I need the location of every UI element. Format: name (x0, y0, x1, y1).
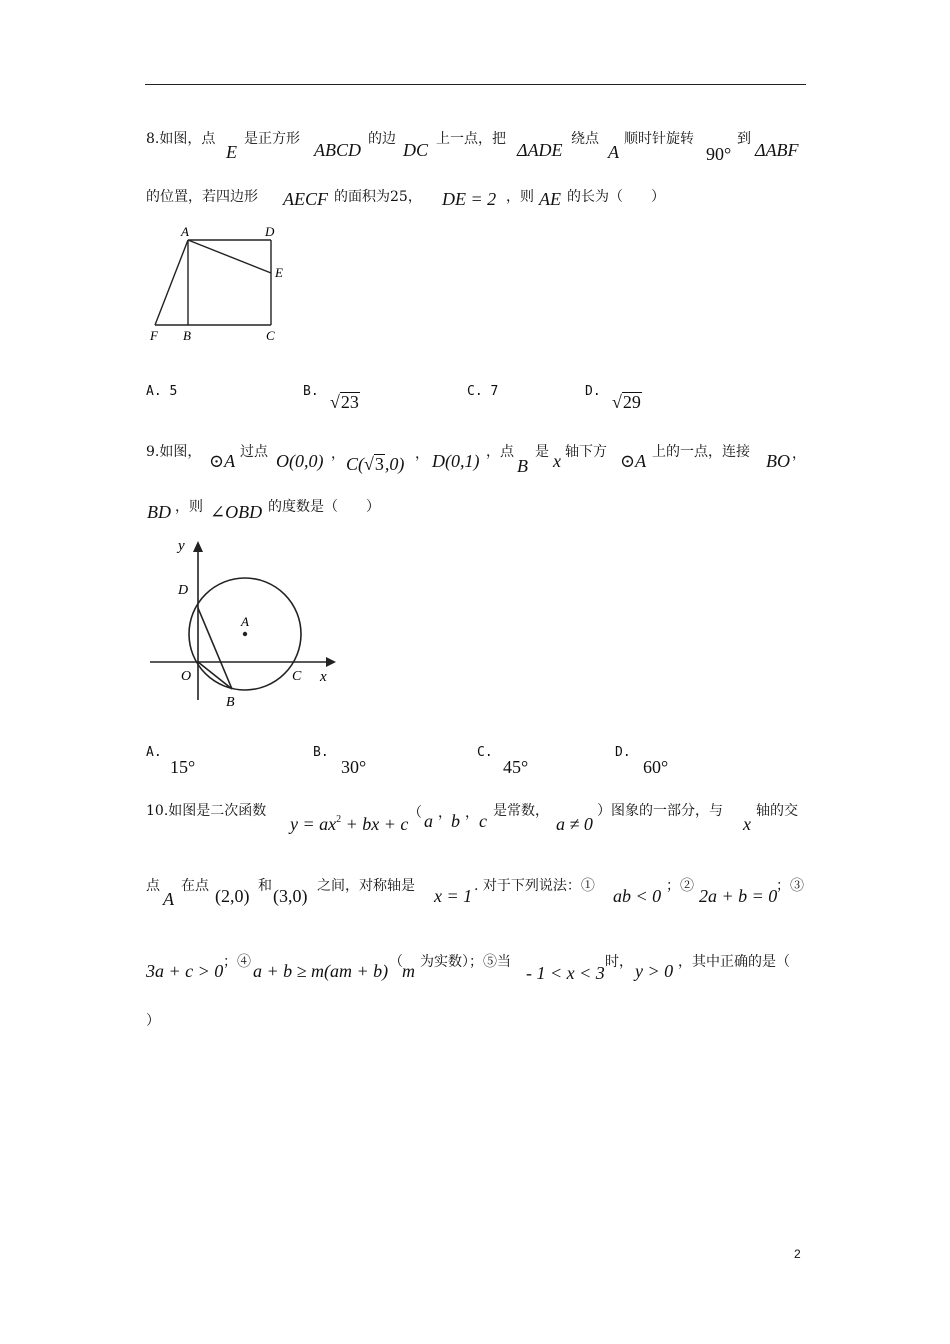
q8-text: 的长为（ ） (567, 189, 665, 205)
q8-option-a: A. 5 (146, 384, 178, 399)
q8-math: AE (539, 189, 561, 209)
figure-label: C (292, 669, 302, 684)
q9-text: 轴下方 (565, 444, 607, 460)
q10-math: x (743, 814, 751, 834)
q8-option-d-value: √29 (612, 392, 641, 412)
q9-text: ，则 (175, 499, 203, 515)
q10-math: b (451, 811, 460, 831)
figure-label: C (266, 328, 275, 343)
figure-label: A (181, 224, 189, 239)
q8-text: 是正方形 (244, 131, 300, 147)
q9-option-c-value: 45° (503, 757, 529, 777)
q8-math: ABCD (314, 140, 361, 160)
q8-option-d: D. (585, 384, 601, 399)
q10-math: 3a + c > 0 (146, 961, 224, 981)
q8-text: 8.如图，点 (146, 131, 216, 147)
q9-math: ⊙A (620, 451, 647, 471)
q9-text: 过点 (240, 444, 268, 460)
q10-text: 和 (258, 878, 272, 894)
q8-text: ，则 (506, 189, 534, 205)
q8-math: DE = 2 (442, 189, 497, 209)
q9-math: ∠OBD (210, 502, 263, 522)
q8-text: 的边 (368, 131, 396, 147)
q9-math: O(0,0) (276, 451, 324, 471)
q10-text: . 对于下列说法：① (474, 878, 595, 894)
q10-math: (2,0) (215, 886, 250, 906)
q9-math: BD (147, 502, 171, 522)
figure-label: x (320, 669, 327, 685)
q10-math: - 1 < x < 3 (526, 963, 605, 983)
q8-option-c: C. 7 (467, 384, 499, 399)
q10-math: a (424, 811, 433, 831)
q8-text: 的面积为25， (334, 189, 422, 205)
figure-label: D (265, 224, 275, 239)
q10-text: ， (438, 805, 452, 821)
figure-label: O (181, 669, 192, 684)
page-number: 2 (794, 1247, 801, 1261)
q10-math: (3,0) (273, 886, 308, 906)
q10-text: 时， (605, 954, 633, 970)
q8-math: ΔABF (755, 140, 799, 160)
q10-text: ；② (666, 878, 694, 894)
q10-text: （ (408, 805, 422, 821)
q9-text: ， (331, 446, 345, 462)
q10-math: ab < 0 (613, 886, 662, 906)
q8-text: 绕点 (571, 131, 599, 147)
q8-figure (145, 222, 295, 342)
q10-text: ；④ (223, 954, 251, 970)
q8-text: 的位置，若四边形 (146, 189, 258, 205)
figure-label: B (226, 695, 235, 710)
q10-math: A (163, 889, 174, 909)
q10-math: a ≠ 0 (556, 814, 593, 834)
q9-option-b: B. (313, 745, 329, 760)
q9-math: x (553, 451, 561, 471)
q8-math: ΔADE (517, 140, 563, 160)
q9-math: BO (766, 451, 790, 471)
q8-math: A (608, 142, 619, 162)
q10-text: 是常数， (493, 803, 549, 819)
q8-math: 90° (706, 144, 732, 164)
q10-math: x = 1 (434, 886, 473, 906)
q9-math: C(√3,0) (346, 454, 405, 474)
figure-label: A (241, 614, 249, 629)
q9-option-a-value: 15° (170, 757, 196, 777)
q9-option-b-value: 30° (341, 757, 367, 777)
q10-text: ，其中正确的是（ (678, 954, 790, 970)
q10-text: 点 (146, 878, 160, 894)
figure-label: B (183, 328, 191, 343)
header-rule (145, 84, 806, 85)
figure-label: F (150, 328, 158, 343)
q10-text: 为实数）；⑤当 (420, 954, 511, 970)
q9-text: 9.如图， (146, 444, 202, 460)
figure-label: y (178, 538, 185, 554)
q9-text: ， (792, 446, 806, 462)
q9-text: 的度数是（ ） (268, 499, 380, 515)
q9-text: ， (415, 446, 429, 462)
q10-math: c (479, 811, 487, 831)
q10-text: 10.如图是二次函数 (146, 803, 267, 819)
q8-text: 到 (737, 131, 751, 147)
q10-text: 之间，对称轴是 (317, 878, 415, 894)
q9-math: ⊙A (209, 451, 236, 471)
q10-text: ）图象的一部分，与 (597, 803, 723, 819)
q10-text: ；③ (776, 878, 804, 894)
q9-text: 上的一点，连接 (652, 444, 750, 460)
q9-option-c: C. (477, 745, 493, 760)
q9-option-a: A. (146, 745, 162, 760)
q9-figure (148, 538, 338, 708)
q10-text: 在点 (181, 878, 209, 894)
q9-math: D(0,1) (432, 451, 480, 471)
q9-text: 是 (535, 444, 549, 460)
q8-math: E (226, 142, 237, 162)
q8-math: AECF (283, 189, 328, 209)
q10-text: （ (389, 954, 403, 970)
q8-text: 顺时针旋转 (624, 131, 694, 147)
q9-math: B (517, 456, 528, 476)
q10-math: y > 0 (635, 961, 674, 981)
q9-text: ，点 (486, 444, 514, 460)
figure-label: E (275, 265, 283, 280)
q10-text: 轴的交 (756, 803, 798, 819)
q8-option-b-value: √23 (330, 392, 359, 412)
q10-math: m (402, 961, 415, 981)
q8-option-b: B. (303, 384, 319, 399)
q10-text: ， (465, 805, 479, 821)
q9-option-d: D. (615, 745, 631, 760)
q8-text: 上一点，把 (436, 131, 506, 147)
q10-math: 2a + b = 0 (699, 886, 778, 906)
figure-label: D (178, 583, 189, 598)
q10-math: a + b ≥ m(am + b) (253, 961, 389, 981)
q9-option-d-value: 60° (643, 757, 669, 777)
q10-text: ） (146, 1013, 160, 1029)
q10-math: $y = ax^2$ + bx + c (290, 814, 409, 834)
q8-math: DC (403, 140, 429, 160)
